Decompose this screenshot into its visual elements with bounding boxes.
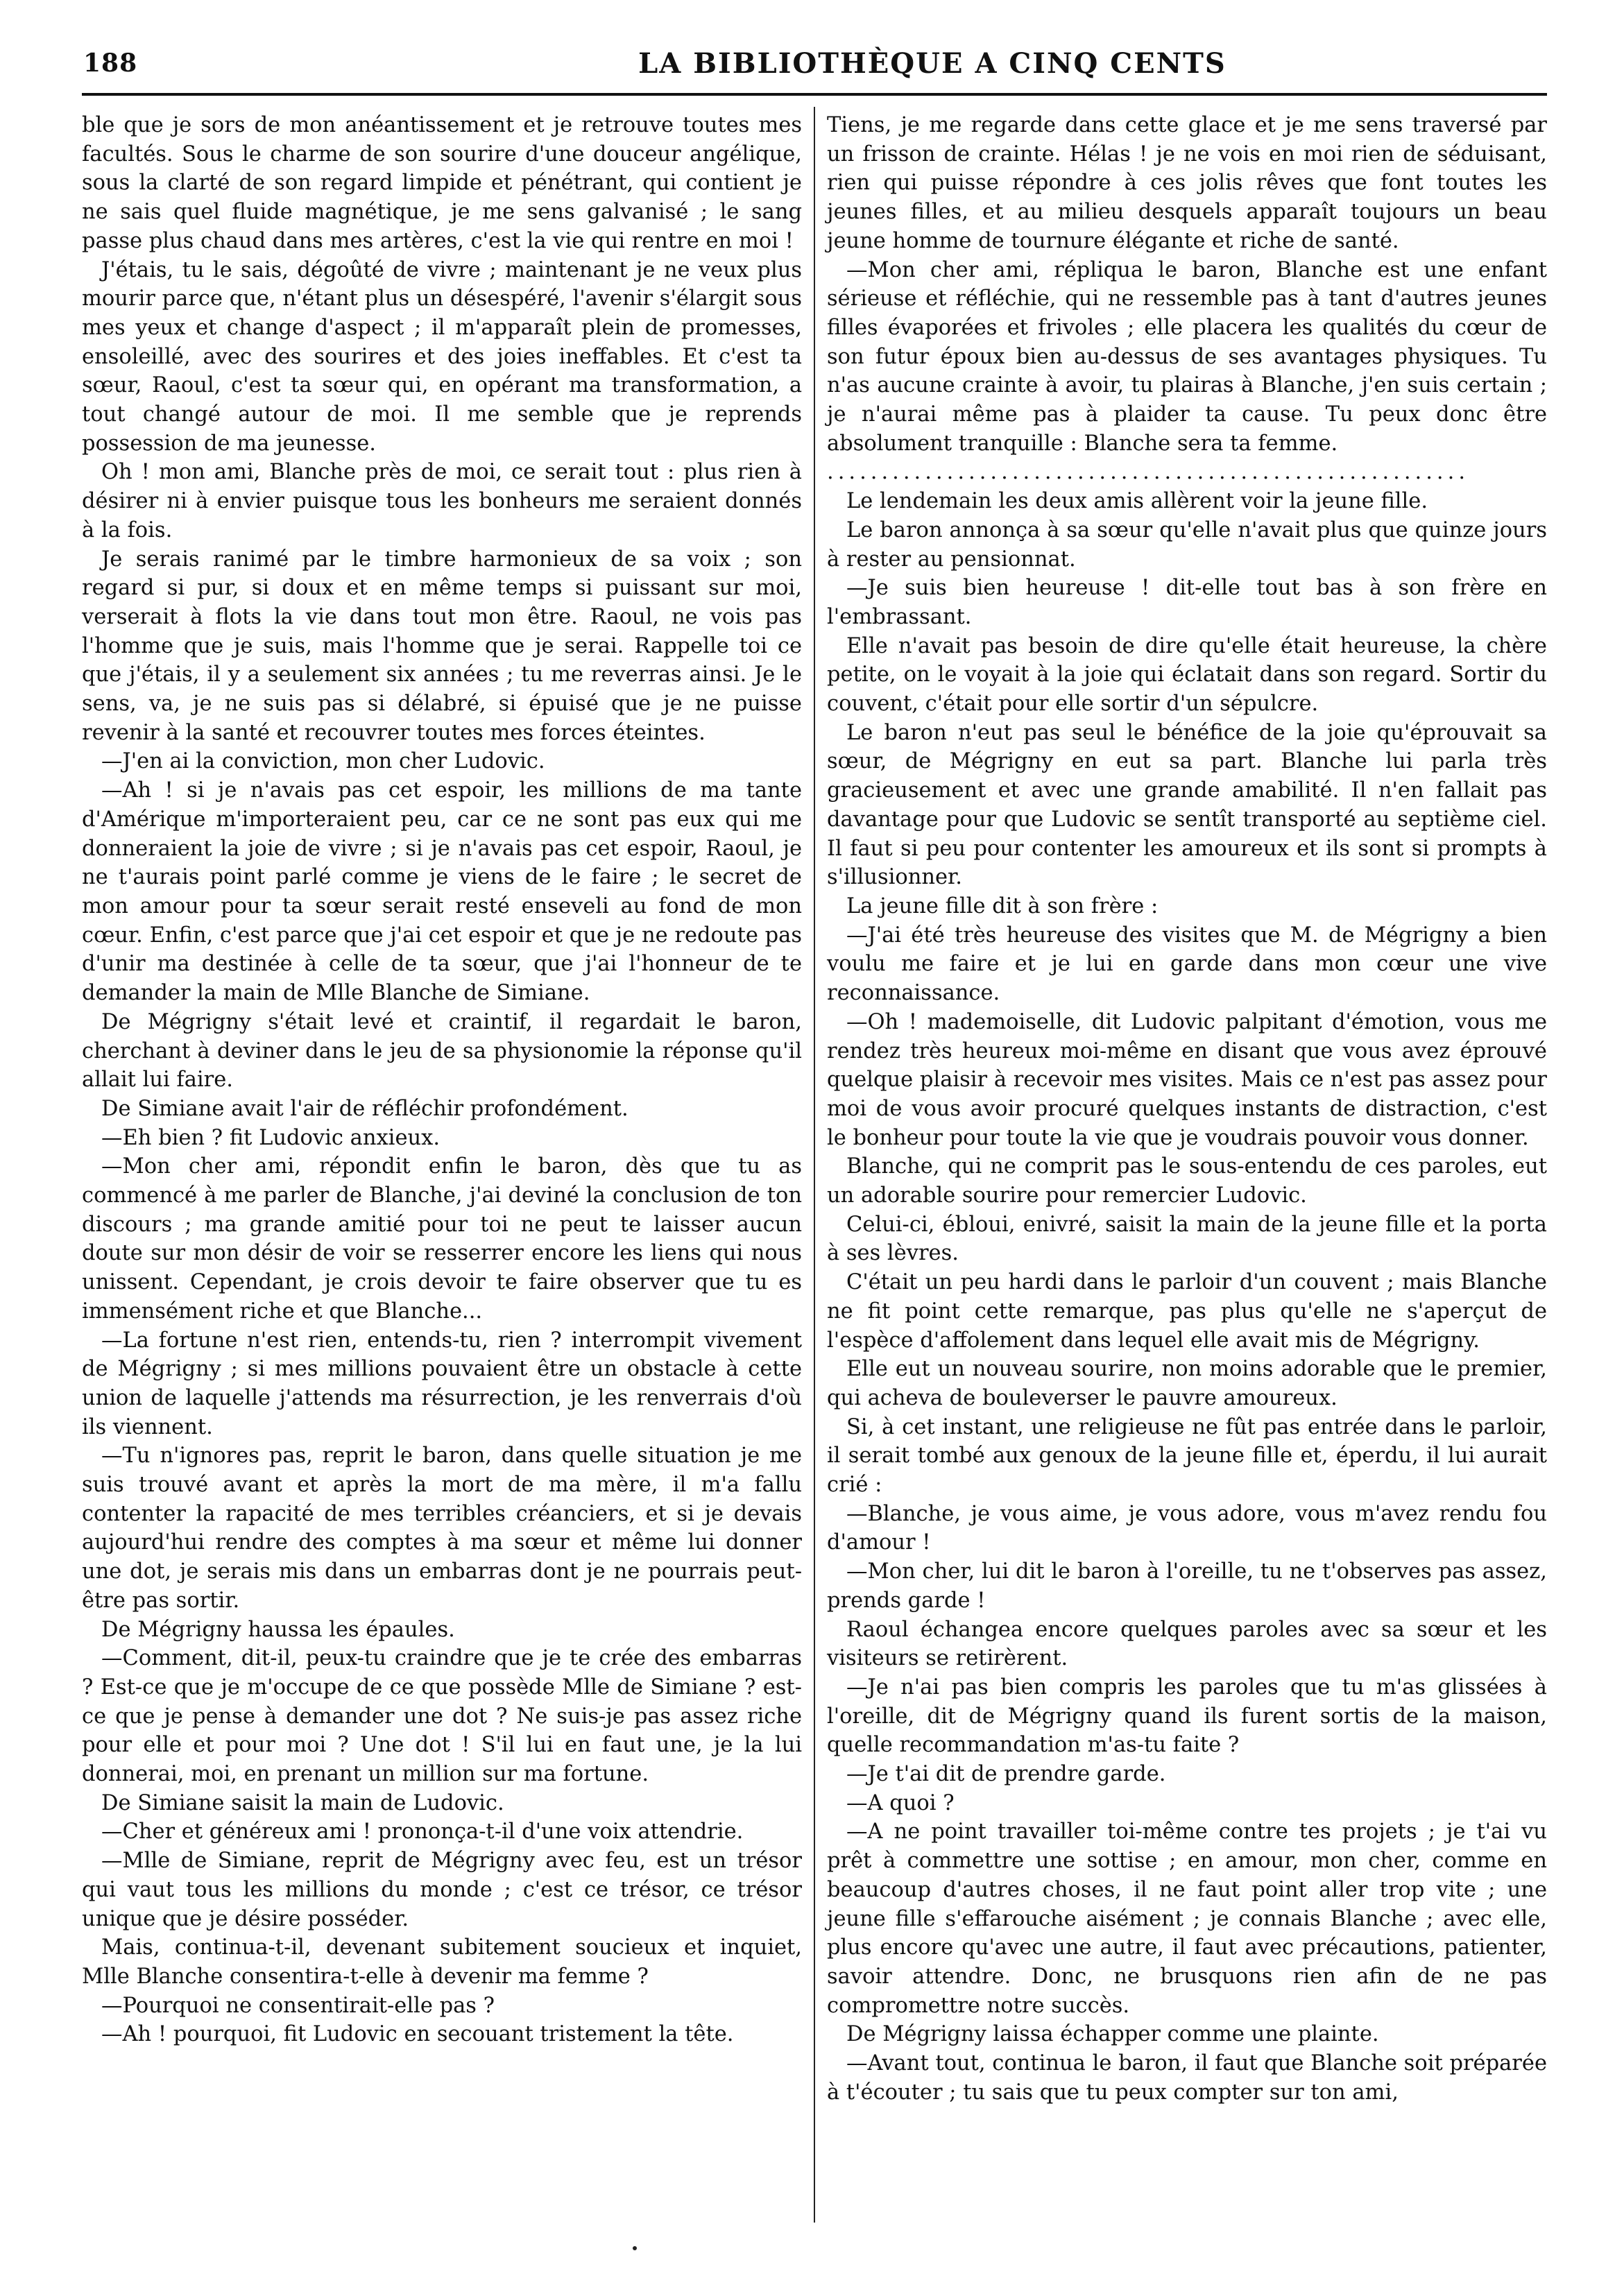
paragraph: Tiens, je me regarde dans cette glace et je me sens traversé par un frisson de crainte. Hélas ! je ne vois en moi rien de séduisant, rien qui puisse répondre à ces jolis rêves que font toutes les jeunes filles, et au milieu desquels apparaît toujours un beau jeune homme de tournure élégante et riche de santé. bbox=[827, 113, 1547, 253]
paragraph: —La fortune n'est rien, entends-tu, rien ? interrompit vivement de Mégrigny ; si mes millions pouvaient être un obstacle à cette union de laquelle j'attends ma résurrection, je les renverrais d'où ils viennent. bbox=[82, 1328, 802, 1439]
paragraph: —A quoi ? bbox=[846, 1790, 955, 1815]
paragraph: —Pourquoi ne consentirait-elle pas ? bbox=[101, 1993, 495, 2018]
paragraph: Mais, continua-t-il, devenant subitement soucieux et inquiet, Mlle Blanche consentira-t-elle à devenir ma femme ? bbox=[82, 1935, 802, 1989]
paragraph: —J'en ai la conviction, mon cher Ludovic. bbox=[101, 749, 545, 774]
paragraph: Je serais ranimé par le timbre harmonieux de sa voix ; son regard si pur, si doux et en même temps si puissant sur moi, verserait à flots la vie dans tout mon être. Raoul, ne vois pas l'homme que je suis, mais l'homme que je serai. Rappelle toi ce que j'étais, il y a seulement six années ; tu me reverras ainsi. Je le sens, va, je ne suis pas si délabré, si épuisé que je ne puisse revenir à la santé et recouvrer toutes mes forces éteintes. bbox=[82, 547, 802, 745]
paragraph: Oh ! mon ami, Blanche près de moi, ce serait tout : plus rien à désirer ni à envier puisque tous les bonheurs me seraient donnés à la fois. bbox=[82, 460, 802, 542]
page-header bbox=[82, 43, 1547, 82]
paragraph: —Ah ! pourquoi, fit Ludovic en secouant tristement la tête. bbox=[101, 2022, 734, 2047]
paragraph: —Mlle de Simiane, reprit de Mégrigny avec feu, est un trésor qui vaut tous les millions du monde ; c'est ce trésor, ce trésor unique que je désire posséder. bbox=[82, 1849, 802, 1931]
newspaper-page bbox=[82, 43, 1547, 2263]
paragraph: —Je suis bien heureuse ! dit-elle tout bas à son frère en l'embrassant. bbox=[827, 576, 1547, 629]
paragraph: La jeune fille dit à son frère : bbox=[846, 893, 1159, 918]
paragraph: Le lendemain les deux amis allèrent voir la jeune fille. bbox=[846, 489, 1428, 514]
paragraph: —A ne point travailler toi-même contre tes projets ; je t'ai vu prêt à commettre une sottise ; en amour, mon cher, comme en beaucoup d'autres choses, il ne faut point aller trop vite ; une jeune fille s'effarouche aisément ; je connais Blanche ; avec elle, plus encore qu'avec une autre, il faut avec précautions, patienter, savoir attendre. Donc, ne brusquons rien afin de ne pas compromettre notre succès. bbox=[827, 1820, 1547, 2018]
paragraph: De Mégrigny laissa échapper comme une plainte. bbox=[846, 2022, 1379, 2047]
print-speck bbox=[633, 2246, 637, 2250]
paragraph: —Ah ! si je n'avais pas cet espoir, les millions de ma tante d'Amérique m'importeraient peu, car ce ne sont pas eux qui me donneraient la joie de vivre ; si je n'avais pas cet espoir, Raoul, je ne t'aurais point parlé comme je viens de le faire ; le secret de mon amour pour ta sœur serait resté enseveli au fond de mon cœur. Enfin, c'est parce que j'ai cet espoir et que je ne redoute pas d'unir ma destinée à celle de ta sœur, que j'ai l'honneur de te demander la main de Mlle Blanche de Simiane. bbox=[82, 778, 802, 1006]
paragraph: —Cher et généreux ami ! prononça-t-il d'une voix attendrie. bbox=[101, 1820, 744, 1844]
section-break-dots: ........................................................... bbox=[827, 460, 1470, 485]
paragraph: Le baron annonça à sa sœur qu'elle n'avait plus que quinze jours à rester au pensionnat. bbox=[827, 517, 1547, 572]
paragraph: De Simiane avait l'air de réfléchir profondément. bbox=[101, 1096, 629, 1121]
running-title: LA BIBLIOTHÈQUE A CINQ CENTS bbox=[638, 47, 1226, 80]
paragraph: Raoul échangea encore quelques paroles avec sa sœur et les visiteurs se retirèrent. bbox=[827, 1617, 1547, 1671]
paragraph: ble que je sors de mon anéantissement et je retrouve toutes mes facultés. Sous le charme de son sourire d'une douceur angélique, sous la clarté de son regard limpide et pénétrant, qui contient je ne sais quel fluide magnétique, je me sens galvanisé ; le sang passe plus chaud dans mes artères, c'est la vie qui rentre en moi ! bbox=[82, 113, 802, 253]
paragraph: Celui-ci, ébloui, enivré, saisit la main de la jeune fille et la porta à ses lèvres. bbox=[827, 1212, 1547, 1266]
page-number: 188 bbox=[83, 49, 138, 78]
paragraph: De Mégrigny haussa les épaules. bbox=[101, 1617, 455, 1642]
paragraph: De Simiane saisit la main de Ludovic. bbox=[101, 1790, 504, 1815]
paragraph: Le baron n'eut pas seul le bénéfice de la joie qu'éprouvait sa sœur, de Mégrigny en eut sa part. Blanche lui parla très gracieusement et avec une grande amabilité. Il n'en fallait pas davantage pour que Ludovic se sentît transporté au septième ciel. Il faut si peu pour contenter les amoureux et ils sont si prompts à s'illusionner. bbox=[827, 720, 1547, 890]
column-rule bbox=[814, 107, 815, 2223]
paragraph: —J'ai été très heureuse des visites que M. de Mégrigny a bien voulu me faire et je lui en garde dans mon cœur une vive reconnaissance. bbox=[827, 923, 1547, 1006]
paragraph: J'étais, tu le sais, dégoûté de vivre ; maintenant je ne veux plus mourir parce que, n'étant plus un désespéré, l'avenir s'élargit sous mes yeux et change d'aspect ; il m'apparaît plein de promesses, ensoleillé, avec des sourires et des joies ineffables. Et c'est ta sœur, Raoul, c'est ta sœur qui, en opérant ma transformation, a tout changé autour de moi. Il me semble que je reprends possession de ma jeunesse. bbox=[82, 257, 802, 456]
paragraph: —Avant tout, continua le baron, il faut que Blanche soit préparée à t'écouter ; tu sais que tu peux compter sur ton ami, bbox=[827, 2051, 1547, 2105]
paragraph: C'était un peu hardi dans le parloir d'un couvent ; mais Blanche ne fit point cette remarque, pas plus qu'elle ne s'aperçut de l'espèce d'affolement dans lequel elle avait mis de Mégrigny. bbox=[827, 1270, 1547, 1353]
header-rule bbox=[82, 93, 1547, 96]
paragraph: —Je n'ai pas bien compris les paroles que tu m'as glissées à l'oreille, dit de Mégrigny quand ils furent sortis de la maison, quelle recommandation m'as-tu faite ? bbox=[827, 1675, 1547, 1758]
paragraph: —Eh bien ? fit Ludovic anxieux. bbox=[101, 1125, 441, 1150]
paragraph: —Je t'ai dit de prendre garde. bbox=[846, 1762, 1166, 1787]
paragraph: Si, à cet instant, une religieuse ne fût pas entrée dans le parloir, il serait tombé aux genoux de la jeune fille et, éperdu, il lui aurait crié : bbox=[827, 1414, 1547, 1498]
paragraph: —Tu n'ignores pas, reprit le baron, dans quelle situation je me suis trouvé avant et après la mort de ma mère, il m'a fallu contenter la rapacité de mes terribles créanciers, et si je devais aujourd'hui rendre des comptes à ma sœur et même lui donner une dot, je serais mis dans un embarras dont je ne pourrais peut-être pas sortir. bbox=[82, 1444, 802, 1613]
paragraph: Elle eut un nouveau sourire, non moins adorable que le premier, qui acheva de bouleverser le pauvre amoureux. bbox=[827, 1357, 1547, 1410]
paragraph: —Mon cher ami, répliqua le baron, Blanche est une enfant sérieuse et réfléchie, qui ne ressemble pas à tant d'autres jeunes filles évaporées et frivoles ; elle placera les qualités du cœur de son futur époux bien au-dessus de ses avantages physiques. Tu n'as aucune crainte à avoir, tu plairas à Blanche, j'en suis certain ; je n'aurai même pas à plaider ta cause. Tu peux donc être absolument tranquille : Blanche sera ta femme. bbox=[827, 257, 1547, 456]
paragraph: —Mon cher, lui dit le baron à l'oreille, tu ne t'observes pas assez, prends garde ! bbox=[827, 1559, 1547, 1613]
paragraph: —Blanche, je vous aime, je vous adore, vous m'avez rendu fou d'amour ! bbox=[827, 1501, 1547, 1555]
paragraph: Blanche, qui ne comprit pas le sous-entendu de ces paroles, eut un adorable sourire pour remercier Ludovic. bbox=[827, 1154, 1547, 1208]
paragraph: De Mégrigny s'était levé et craintif, il regardait le baron, cherchant à deviner dans le jeu de sa physionomie la réponse qu'il allait lui faire. bbox=[82, 1009, 802, 1093]
paragraph: Elle n'avait pas besoin de dire qu'elle était heureuse, la chère petite, on le voyait à la joie qui éclatait dans son regard. Sortir du couvent, c'était pour elle sortir d'un sépulcre. bbox=[827, 633, 1547, 717]
left-column bbox=[82, 111, 802, 2049]
paragraph: —Mon cher ami, répondit enfin le baron, dès que tu as commencé à me parler de Blanche, j'ai deviné la conclusion de ton discours ; ma grande amitié pour toi ne peut te laisser aucun doute sur mon désir de voir se resserrer encore les liens qui nous unissent. Cependant, je crois devoir te faire observer que tu es immensément riche et que Blanche... bbox=[82, 1154, 802, 1324]
right-column bbox=[827, 111, 1547, 2107]
paragraph: —Oh ! mademoiselle, dit Ludovic palpitant d'émotion, vous me rendez très heureux moi-même en disant que vous avez éprouvé quelque plaisir à recevoir mes visites. Mais ce n'est pas assez pour moi de vous avoir procuré quelques instants de distraction, c'est le bonheur pour toute la vie que je voudrais pouvoir vous donner. bbox=[827, 1009, 1547, 1150]
paragraph: —Comment, dit-il, peux-tu craindre que je te crée des embarras ? Est-ce que je m'occupe de ce que possède Mlle de Simiane ? est-ce que je pense à demander une dot ? Ne suis-je pas assez riche pour elle et pour moi ? Une dot ! S'il lui en faut une, je la lui donnerai, moi, en prenant un million sur ma fortune. bbox=[82, 1646, 802, 1787]
